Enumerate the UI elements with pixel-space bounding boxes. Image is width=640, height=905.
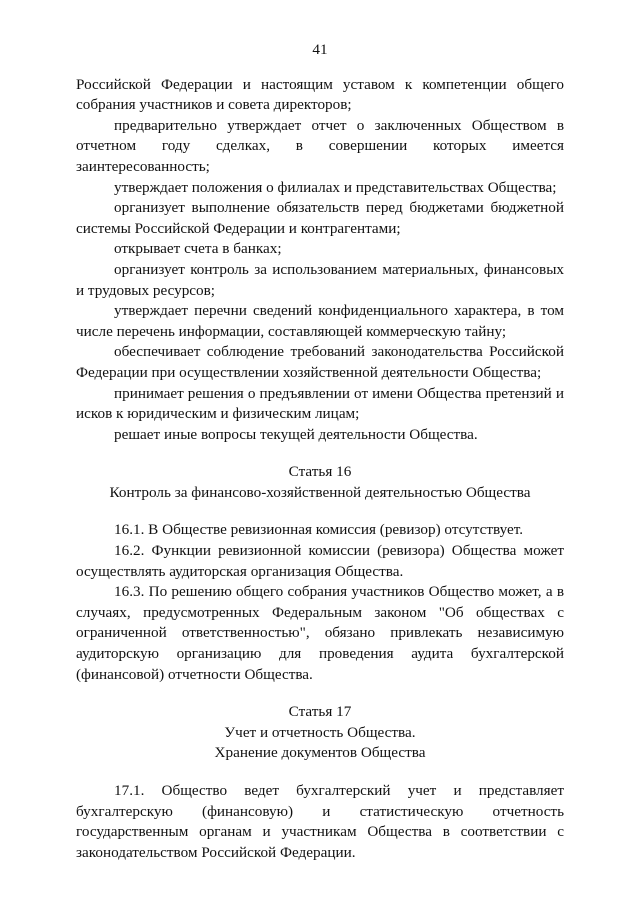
- paragraph: открывает счета в банках;: [114, 240, 282, 258]
- article-17-title-line2: Хранение документов Общества: [214, 744, 426, 762]
- article-16-item: 16.2. Функции ревизионной комиссии (ревизора) Общества может осуществлять аудиторская организация Общества.: [76, 542, 564, 580]
- paragraph: обеспечивает соблюдение требований законодательства Российской Федерации при осуществлении хозяйственной деятельности Общества;: [76, 343, 564, 381]
- article-16-number: Статья 16: [288, 463, 352, 481]
- article-16-title: Контроль за финансово-хозяйственной деятельностью Общества: [109, 483, 531, 501]
- paragraph: утверждает положения о филиалах и представительствах Общества;: [114, 178, 557, 196]
- paragraph: утверждает перечни сведений конфиденциального характера, в том числе перечень информации, составляющей коммерческую тайну;: [76, 302, 564, 340]
- article-17-number: Статья 17: [288, 703, 352, 721]
- paragraph: принимает решения о предъявлении от имени Общества претензий и исков к юридическим и физическим лицам;: [76, 384, 564, 423]
- paragraph: решает иные вопросы текущей деятельности Общества.: [114, 425, 478, 443]
- paragraph-continuation: Российской Федерации и настоящим уставом к компетенции общего собрания участников и совета директоров;: [76, 75, 564, 114]
- page-number: 41: [312, 41, 328, 58]
- article-17-item: 17.1. Общество ведет бухгалтерский учет и представляет бухгалтерскую (финансовую) и статистическую отчетность государственным органам и участникам Общества в соответствии с законодательством Российской Федерации.: [76, 782, 564, 861]
- paragraph: организует контроль за использованием материальных, финансовых и трудовых ресурсов;: [76, 260, 564, 299]
- article-16-item: 16.1. В Обществе ревизионная комиссия (ревизор) отсутствует.: [114, 521, 524, 539]
- paragraph: организует выполнение обязательств перед бюджетами бюджетной системы Российской Федерации и контрагентами;: [76, 199, 564, 237]
- article-17-title-line1: Учет и отчетность Общества.: [224, 723, 416, 741]
- paragraph: предварительно утверждает отчет о заключенных Обществом в отчетном году сделках, в совершении которых имеется заинтересованность;: [76, 116, 564, 175]
- article-16-item: 16.3. По решению общего собрания участников Общество может, а в случаях, предусмотренных Федеральным законом "Об обществах с ограниченной ответственностью", обязано привлекать независимую аудиторскую организацию для проведения аудита бухгалтерской (финансовой) отчетности Общества.: [76, 583, 564, 683]
